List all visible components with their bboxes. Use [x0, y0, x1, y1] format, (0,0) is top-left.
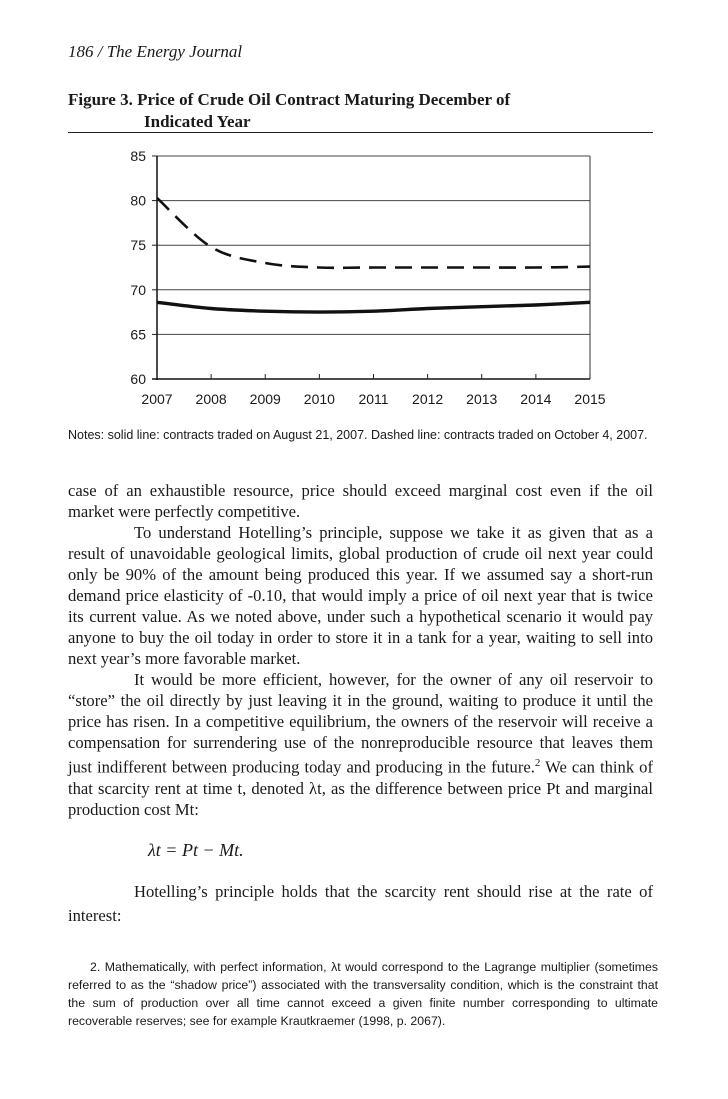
page-header: 186 / The Energy Journal [68, 42, 243, 61]
paragraph-2: To understand Hotelling’s principle, suppose we take it as given that as a result of unavoidable geological limits, global production of crude oil next year could only be 90% of the amount being produced this year. If we assumed say a short-run demand price elasticity of -0.10, that would imply a price of oil next year that is twice its current value. As we noted above, under such a hypothetical scenario it would pay anyone to buy the oil today in order to store it in a tank for a year, waiting to sell into next year’s more favorable market. [68, 523, 653, 668]
scarcity-rent-equation: λt = Pt − Mt. [148, 840, 244, 860]
price-chart [0, 140, 728, 420]
paragraph-3-part2: We can think of that scarcity rent at time t, denoted λt, as the difference between price Pt and marginal production cost Mt: [68, 757, 653, 819]
y-tick-label: 70 [130, 281, 146, 298]
x-tick-label: 2011 [358, 391, 389, 407]
paragraph-3 [68, 669, 653, 820]
figure-title-line1: Figure 3. Price of Crude Oil Contract Maturing December of [68, 90, 511, 109]
x-tick-label: 2009 [249, 391, 281, 407]
y-tick-label: 75 [130, 237, 146, 254]
figure-title-line2: Indicated Year [144, 112, 251, 131]
paragraph-4: Hotelling’s principle holds that the scarcity rent should rise at the rate of interest: [68, 882, 653, 925]
paragraph-1: case of an exhaustible resource, price should exceed marginal cost even if the oil market were perfectly competitive. [68, 481, 653, 521]
footnote-mark: 2 [534, 757, 541, 769]
x-tick-label: 2008 [195, 391, 227, 407]
chart-series [157, 198, 590, 312]
x-tick-label: 2007 [141, 391, 173, 407]
footnote-text: 2. Mathematically, with perfect information, λt would correspond to the Lagrange multiplier (sometimes referred to as the “shadow price”) associated with the transversality condition, which is the constraint that the sum of production over all time cannot exceed a given finite number corresponding to ultimate recoverable reserves; see for example Krautkraemer (1998, p. 2067). [68, 960, 658, 1028]
x-tick-label: 2014 [520, 391, 552, 407]
x-tick-label: 2015 [574, 391, 606, 407]
figure-notes: Notes: solid line: contracts traded on August 21, 2007. Dashed line: contracts traded on October 4, 2007. [68, 428, 648, 442]
x-tick-label: 2010 [303, 391, 335, 407]
x-tick-labels [141, 391, 605, 407]
figure-title-rule [68, 132, 653, 133]
x-tick-label: 2013 [466, 391, 498, 407]
series-line-august-21 [157, 302, 590, 312]
hotelling-paragraph [68, 880, 653, 928]
x-tick-label: 2012 [412, 391, 444, 407]
footnote [68, 958, 658, 1030]
series-line-october-4 [157, 198, 590, 268]
body-text [68, 480, 653, 820]
y-tick-labels [130, 148, 146, 387]
y-tick-label: 80 [130, 192, 146, 209]
y-tick-label: 60 [130, 371, 146, 387]
figure-title [68, 89, 653, 133]
paragraph-3-part1: It would be more efficient, however, for the owner of any oil reservoir to “store” the oil directly by just leaving it in the ground, waiting to produce it until the price has risen. In a competitive equilibrium, the owners of the reservoir will receive a compensation for surrendering use of the nonreproducible resource that leaves them just indifferent between producing today and producing in the future. [68, 670, 653, 777]
y-tick-label: 85 [130, 148, 146, 164]
y-tick-label: 65 [130, 326, 146, 343]
